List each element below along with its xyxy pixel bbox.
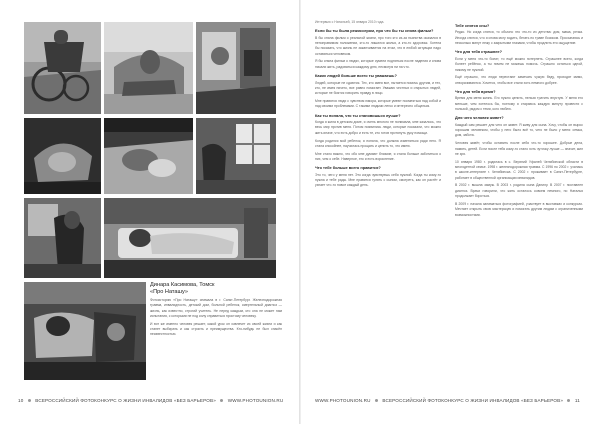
page-number: 10 — [18, 398, 24, 403]
column-1-body — [315, 28, 441, 188]
photo-wheelchair-outdoor — [24, 22, 101, 114]
bullet-icon — [567, 399, 570, 402]
answer-paragraph: Мне стало важно, что обо мне думают близкие, я стала больше заботиться о них, чем о себе. Наверное, это и есть взросление. — [315, 151, 441, 161]
biography-paragraph: В 2009 г. начала заниматься фотографией, участвует в выставках и конкурсах. Мечтает открыть свою мастерскую и помогать другим людям с ограниченными возможностями. — [455, 201, 583, 217]
answer-paragraph: Редко. Но когда снятся, то обычно это что-то из детства: дом, мама, речка. Иногда снится, что я снова могу ходить, бегать по траве босиком. Просыпаюсь и несколько минут лежу с закрытыми глазами, чтобы продлить это ощущение. — [455, 30, 583, 46]
bullet-icon — [220, 399, 223, 402]
biography-paragraph: 10 января 1980 г. родилась в с. Верхний Уфалей Челябинской области в многодетной семье. 1998 г. железнодорожная травма. С 1996 по 2002 г. училась в школе-интернате г. Челябинска. С 2002 г. проживает в Санкт-Петербурге, работает в общественной организации инвалидов. — [455, 159, 583, 180]
answer-paragraph: Когда родился мой ребенок, я поняла, что должна измениться ради него. Я стала спокойнее, научилась прощать и ценить то, что имею. — [315, 138, 441, 148]
photo-dark-room — [24, 282, 146, 380]
interview-column-2 — [455, 20, 583, 390]
footer-url[interactable]: WWW.PHOTOUNION.RU — [227, 398, 284, 403]
column-2-body — [455, 23, 583, 218]
question-heading: Как ты поняла, что ты становишься лучше? — [315, 112, 401, 118]
footer-url[interactable]: WWW.PHOTOUNION.RU — [315, 398, 371, 403]
intro-paragraph: И вот же именно человек решает, какой урок он извлечет из своей жизни и как станет выбирать и как строить и преимущества. Кто-нибудь не был спасён неизвестностью. — [150, 321, 282, 337]
answer-paragraph: Время для меня жизнь. Его нужно ценить, нельзя тратить впустую. У меня его меньше, чем хотелось бы, поэтому я стараюсь каждую минуту провести с пользой, рядом с теми, кого люблю. — [455, 96, 583, 112]
photo-room-reflection — [196, 22, 276, 114]
answer-paragraph: Человек живёт, чтобы оставить после себя что-то хорошее. Добрые дела, память, детей. Если после тебя кому-то стало хоть чуточку лучше — значит, жил не зря. — [455, 141, 583, 156]
answer-paragraph: Людей, которые не сдаются. Тех, кто имея все, пытается помочь другим, и тех, кто, не имея ничего, все равно помогает. Уважаю честных и открытых людей, которые не боятся говорить правду в лицо. — [315, 80, 441, 96]
question-heading: Что для тебя страшнее? — [455, 49, 502, 55]
photo-portrait-seated — [104, 22, 193, 114]
answer-paragraph: Если у меня что-то болит, то ещё можно потерпеть. Страшнее всего, когда болеет ребёнок, а ты ничем не можешь помочь. Страшно остаться одной, никому не нужной. — [455, 56, 583, 72]
caption-author: Динара Касимова, Томск — [150, 282, 215, 288]
answer-paragraph: Мне нравятся люди с чувством юмора, которые умеют посмеяться над собой и над своими проблемами. С такими людьми легко и интересно общаться. — [315, 98, 441, 109]
footer-contest-title: ВСЕРОССИЙСКИЙ ФОТОКОНКУРС О ЖИЗНИ ИНВАЛИДОВ «БЕЗ БАРЬЕРОВ» — [382, 398, 564, 403]
page-number: 11 — [574, 398, 580, 403]
question-heading: Что для тебя время? — [455, 88, 496, 94]
answer-paragraph: Когда я жила в детском доме, я очень многого не понимала, мне казалось, что весь мир против меня. Потом появились люди, которые показали, что можно жить иначе, что есть добро и есть те, кто готов протянуть руку помощи. — [315, 120, 441, 135]
footer-contest-title: ВСЕРОССИЙСКИЙ ФОТОКОНКУРС О ЖИЗНИ ИНВАЛИДОВ «БЕЗ БАРЬЕРОВ» — [35, 398, 216, 403]
caption-title: «Про Наташу» — [150, 288, 189, 295]
left-page — [0, 0, 299, 424]
question-heading: Тебе снятся сны? — [455, 23, 490, 28]
answer-paragraph: Я бы сняла фильм о людях, которые сумели подняться после падения и снова начали жить, радоваться каждому дню, несмотря ни на что. — [315, 59, 441, 69]
photo-kitchen-scene — [24, 198, 101, 278]
bullet-icon — [375, 399, 378, 402]
right-page — [301, 0, 600, 424]
photo-bed-patient — [104, 198, 276, 278]
biography-paragraph: В 2002 г. вышла замуж. В 2003 г. родила сына Данилу. В 2007 г. поставлен диагноз. Врачи говорили, что жить осталось совсем немного, но Наталья продолжает бороться. — [455, 183, 583, 199]
question-heading: Для чего человек живет? — [455, 115, 504, 121]
question-heading: Каких людей больше всего ты уважаешь? — [315, 73, 397, 79]
intro-text — [150, 298, 282, 384]
interview-column-1 — [315, 20, 441, 390]
intro-paragraph: Фотоисторию «Про Наташу» снимала в г. Санкт-Петербург. Железнодорожная травма, инвалидность, детский дом, больной ребенок, смертельный диагноз — жизнь, как известно, строгий учитель. Не перед каждым, кто она не может нам испытания, с которыми не под силу справиться простому человеку. — [150, 298, 282, 319]
answer-paragraph: Это то, чего у меня нет. Это когда чувствуешь себя нужной. Когда ты кому-то нужна и тебе рады. Мне нравится гулять с сыном, смотреть, как он растёт и узнает что-то новое каждый день. — [315, 172, 441, 188]
answer-paragraph: Каждый сам решает для чего он живет. Я живу для сына. Хочу, чтобы он вырос хорошим человеком, чтобы у него было всё то, чего не было у меня: семья, дом, забота. — [455, 122, 583, 138]
photo-window-light — [196, 118, 276, 194]
left-footer — [18, 398, 283, 403]
bullet-icon — [28, 399, 31, 402]
question-heading: Если бы ты была режиссером, про что бы ты сняла фильм? — [315, 28, 434, 34]
photo-caption — [150, 282, 280, 295]
interview-meta: Интервью с Натальей, 15 января 2010 года. — [315, 20, 385, 24]
answer-paragraph: Ещё страшно, что люди перестают замечать чужую беду, проходят мимо, отворачиваются. Хочется, чтобы все стали хоть немного добрее. — [455, 75, 583, 85]
photo-hands-closeup — [24, 118, 101, 194]
answer-paragraph: В бы сняла фильм о реальной жизни, про того кто из-за пьянства оказался в непоправимом положении, кто-то лишился жилья, а кто-то здоровья. Хотела бы показать, что жизнь не заканчивается на этом, что в любой ситуации надо оставаться человеком. — [315, 35, 441, 56]
question-heading: Что тебе больше всего нравится? — [315, 165, 381, 171]
photo-child-sleeping — [104, 118, 193, 194]
right-footer — [315, 398, 580, 403]
